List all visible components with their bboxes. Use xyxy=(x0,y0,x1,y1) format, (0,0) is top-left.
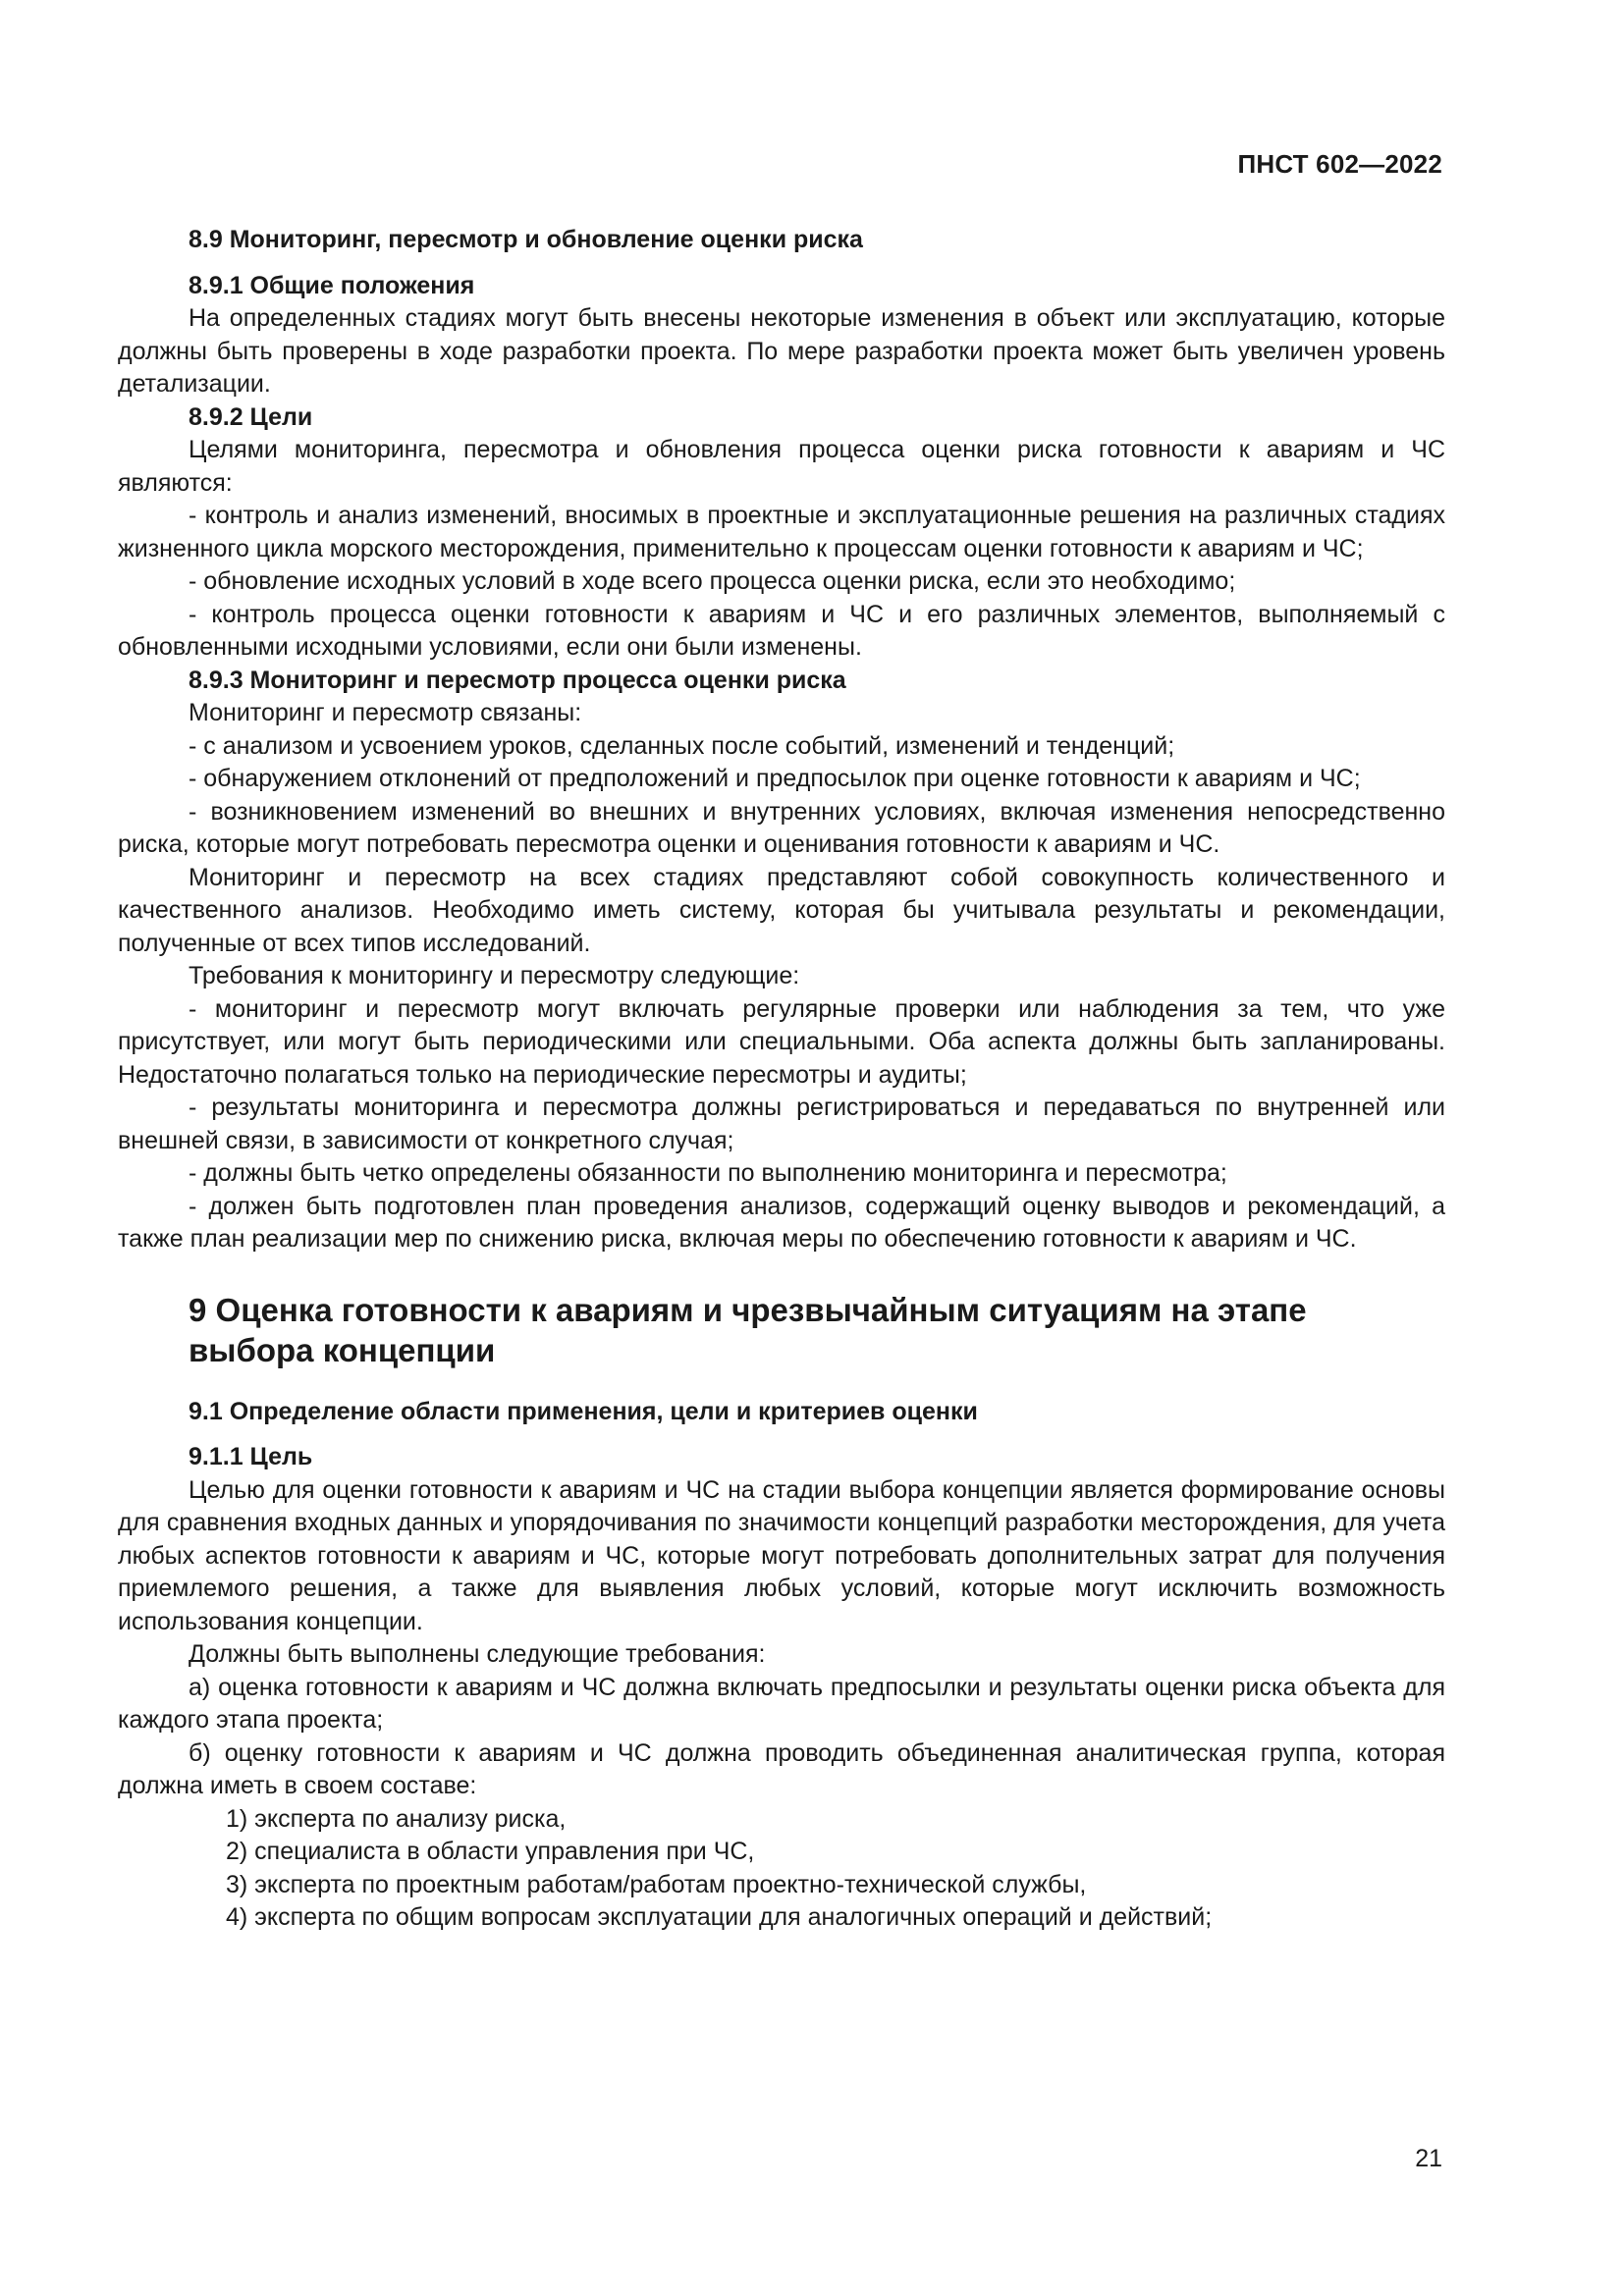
list-item: - должны быть четко определены обязанности по выполнению мониторинга и пересмотра; xyxy=(189,1159,1227,1187)
paragraph: Целью для оценки готовности к авариям и ЧС на стадии выбора концепции является формирование основы для сравнения входных данных и упорядочивания по значимости концепций разработки месторождения, для учета любых аспектов готовности к авариям и ЧС, которые могут потребовать дополнительных затрат для получения приемлемого решения, а также для выявления любых условий, которые могут исключить возможность использования концепции. xyxy=(118,1475,1445,1635)
paragraph: Мониторинг и пересмотр на всех стадиях представляют собой совокупность количественного и качественного анализов. Необходимо иметь систему, которая бы учитывала результаты и рекомендации, полученные от всех типов исследований. xyxy=(118,863,1445,957)
paragraph: Мониторинг и пересмотр связаны: xyxy=(189,699,582,726)
list-item: - обновление исходных условий в ходе всего процесса оценки риска, если это необходимо; xyxy=(189,567,1236,595)
list-item: - результаты мониторинга и пересмотра должны регистрироваться и передаваться по внутренней или внешней связи, в зависимости от конкретного случая; xyxy=(118,1094,1445,1154)
list-item: - должен быть подготовлен план проведения анализов, содержащий оценку выводов и рекомендаций, а также план реализации мер по снижению риска, включая меры по обеспечению готовности к авариям и ЧС. xyxy=(118,1192,1445,1253)
page-content xyxy=(118,224,1445,1935)
section-8-9-2-title: 8.9.2 Цели xyxy=(189,402,313,431)
sub-list-item: 2) специалиста в области управления при ЧС, xyxy=(226,1838,755,1865)
section-9-1-title: 9.1 Определение области применения, цели и критериев оценки xyxy=(189,1397,978,1425)
list-item: а) оценка готовности к авариям и ЧС должна включать предпосылки и результаты оценки риска объекта для каждого этапа проекта; xyxy=(118,1673,1445,1734)
list-item: - контроль и анализ изменений, вносимых в проектные и эксплуатационные решения на различных стадиях жизненного цикла морского месторождения, применительно к процессам оценки готовности к авариям и ЧС; xyxy=(118,502,1445,562)
list-item: - контроль процесса оценки готовности к авариям и ЧС и его различных элементов, выполняемый с обновленными исходными условиями, если они были изменены. xyxy=(118,600,1445,661)
section-9-title xyxy=(118,1290,1445,1370)
section-9-1-1-title: 9.1.1 Цель xyxy=(189,1443,313,1470)
paragraph: На определенных стадиях могут быть внесены некоторые изменения в объект или эксплуатацию, которые должны быть проверены в ходе разработки проекта. По мере разработки проекта может быть увеличен уровень детализации. xyxy=(118,304,1445,398)
paragraph: Должны быть выполнены следующие требования: xyxy=(189,1640,766,1668)
list-item: - с анализом и усвоением уроков, сделанных после событий, изменений и тенденций; xyxy=(189,731,1175,760)
page-number: 21 xyxy=(1415,2145,1442,2172)
paragraph: Целями мониторинга, пересмотра и обновления процесса оценки риска готовности к авариям и ЧС являются: xyxy=(118,436,1445,497)
list-item: - обнаружением отклонений от предположений и предпосылок при оценке готовности к авариям и ЧС; xyxy=(189,765,1361,792)
document-code: ПНСТ 602—2022 xyxy=(1237,149,1442,179)
list-item: б) оценку готовности к авариям и ЧС должна проводить объединенная аналитическая группа, которая должна иметь в своем составе: xyxy=(118,1738,1445,1799)
section-8-9-title: 8.9 Мониторинг, пересмотр и обновление оценки риска xyxy=(189,226,863,253)
list-item: - мониторинг и пересмотр могут включать регулярные проверки или наблюдения за тем, что уже присутствует, или могут быть периодическими или специальными. Оба аспекта должны быть запланированы. Недостаточно полагаться только на периодические пересмотры и аудиты; xyxy=(118,994,1445,1089)
sub-list-item: 4) эксперта по общим вопросам эксплуатации для аналогичных операций и действий; xyxy=(226,1903,1213,1931)
list-item: - возникновением изменений во внешних и внутренних условиях, включая изменения непосредственно риска, которые могут потребовать пересмотра оценки и оценивания готовности к авариям и ЧС. xyxy=(118,797,1445,858)
section-9-title-line-2: выбора концепции xyxy=(189,1331,496,1368)
paragraph: Требования к мониторингу и пересмотру следующие: xyxy=(189,962,800,989)
section-9-title-line-1: 9 Оценка готовности к авариям и чрезвычайным ситуациям на этапе xyxy=(189,1291,1307,1328)
section-8-9-1-title: 8.9.1 Общие положения xyxy=(189,271,475,299)
sub-list-item: 1) эксперта по анализу риска, xyxy=(226,1804,567,1833)
section-8-9-3-title: 8.9.3 Мониторинг и пересмотр процесса оценки риска xyxy=(189,666,846,694)
sub-list-item: 3) эксперта по проектным работам/работам проектно-технической службы, xyxy=(226,1870,1087,1898)
